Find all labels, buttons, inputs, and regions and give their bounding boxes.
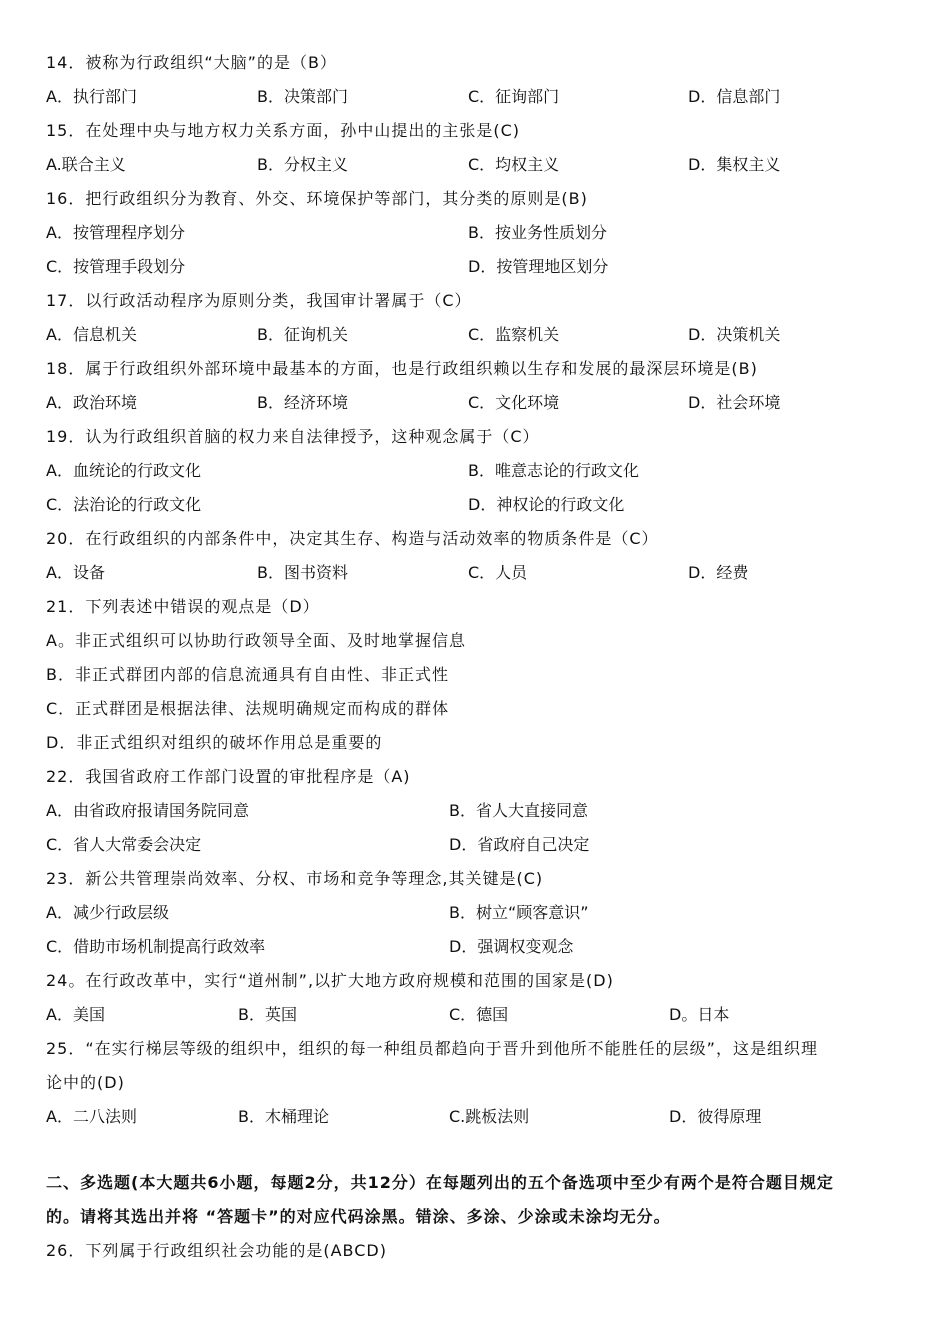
question-stem: 16．把行政组织分为教育、外交、环境保护等部门，其分类的原则是(B) [46,189,588,208]
option-d: D．决策机关 [688,325,781,344]
options-row [46,998,906,1032]
options-row [46,828,906,862]
option-c: C．正式群团是根据法律、法规明确规定而构成的群体 [46,699,450,718]
question-stem: 17．以行政活动程序为原则分类，我国审计署属于（C） [46,291,472,310]
section-instructions: 的。请将其选出并将 “答题卡”的对应代码涂黑。错涂、多涂、少涂或未涂均无分。 [46,1207,671,1226]
option-c: C．按管理手段划分 [46,257,186,276]
options-row [46,216,906,250]
option-d: D．信息部门 [688,87,781,106]
options-row [46,250,906,284]
option-d: D．按管理地区划分 [468,257,609,276]
option-d: D。日本 [669,1005,730,1024]
option-c: C．征询部门 [468,87,560,106]
option-c: C．德国 [449,1005,509,1024]
question-stem-line1: 25．“在实行梯层等级的组织中，组织的每一种组员都趋向于晋升到他所不能胜任的层级”，这是组织理 [46,1039,818,1058]
options-row [46,148,906,182]
question-stem: 24。在行政改革中，实行“道州制”,以扩大地方政府规模和范围的国家是(D) [46,971,614,990]
option-a: A．减少行政层级 [46,903,169,922]
section-gap [46,1134,906,1166]
question-stem: 18．属于行政组织外部环境中最基本的方面，也是行政组织赖以生存和发展的最深层环境是(B) [46,359,758,378]
options-row [46,896,906,930]
option-a: A．信息机关 [46,325,137,344]
options-row [46,318,906,352]
question-stem: 19．认为行政组织首脑的权力来自法律授予，这种观念属于（C） [46,427,540,446]
option-b: B．木桶理论 [238,1107,329,1126]
option-c: C．均权主义 [468,155,560,174]
option-a: A．设备 [46,563,105,582]
question-stem: 21．下列表述中错误的观点是（D） [46,597,320,616]
option-d: D．非正式组织对组织的破坏作用总是重要的 [46,733,383,752]
option-a: A．由省政府报请国务院同意 [46,801,249,820]
option-c: C．文化环境 [468,393,560,412]
option-a: A．按管理程序划分 [46,223,185,242]
option-a: A．美国 [46,1005,105,1024]
option-c: C.跳板法则 [449,1107,530,1126]
option-a: A。非正式组织可以协助行政领导全面、及时地掌握信息 [46,631,466,650]
option-b: B．树立“顾客意识” [449,903,589,922]
option-b: B．经济环境 [257,393,348,412]
options-row [46,454,906,488]
exam-page [46,46,906,1268]
option-b: B．图书资料 [257,563,348,582]
options-row [46,794,906,828]
question-stem: 14．被称为行政组织“大脑”的是（B） [46,53,337,72]
option-c: C．法治论的行政文化 [46,495,202,514]
option-a: A．二八法则 [46,1107,137,1126]
options-row [46,556,906,590]
option-d: D．社会环境 [688,393,781,412]
option-a: A．执行部门 [46,87,137,106]
option-c: C．借助市场机制提高行政效率 [46,937,266,956]
question-stem-line2: 论中的(D) [46,1073,125,1092]
option-b: B．分权主义 [257,155,348,174]
options-row [46,386,906,420]
question-stem: 26．下列属于行政组织社会功能的是(ABCD) [46,1241,387,1260]
option-c: C．人员 [468,563,528,582]
option-b: B．省人大直接同意 [449,801,588,820]
option-a: A．血统论的行政文化 [46,461,201,480]
option-b: B．按业务性质划分 [468,223,607,242]
options-row [46,930,906,964]
question-stem: 22．我国省政府工作部门设置的审批程序是（A) [46,767,411,786]
option-d: D．强调权变观念 [449,937,574,956]
option-d: D．神权论的行政文化 [468,495,625,514]
section-heading: 二、多选题(本大题共6小题，每题2分，共12分）在每题列出的五个备选项中至少有两个是符合题目规定 [46,1173,834,1192]
option-a: A．政治环境 [46,393,137,412]
option-b: B．征询机关 [257,325,348,344]
question-stem: 20．在行政组织的内部条件中，决定其生存、构造与活动效率的物质条件是（C） [46,529,659,548]
option-b: B．决策部门 [257,87,348,106]
option-d: D．经费 [688,563,749,582]
option-b: B．英国 [238,1005,297,1024]
question-stem: 23．新公共管理崇尚效率、分权、市场和竞争等理念,其关键是(C) [46,869,544,888]
option-c: C．监察机关 [468,325,560,344]
option-b: B．唯意志论的行政文化 [468,461,639,480]
option-c: C．省人大常委会决定 [46,835,202,854]
option-b: B．非正式群团内部的信息流通具有自由性、非正式性 [46,665,449,684]
option-d: D．省政府自己决定 [449,835,590,854]
option-a: A.联合主义 [46,155,126,174]
option-d: D．集权主义 [688,155,781,174]
option-d: D．彼得原理 [669,1107,762,1126]
options-row [46,80,906,114]
question-stem: 15．在处理中央与地方权力关系方面，孙中山提出的主张是(C) [46,121,521,140]
options-row [46,488,906,522]
options-row [46,1100,906,1134]
